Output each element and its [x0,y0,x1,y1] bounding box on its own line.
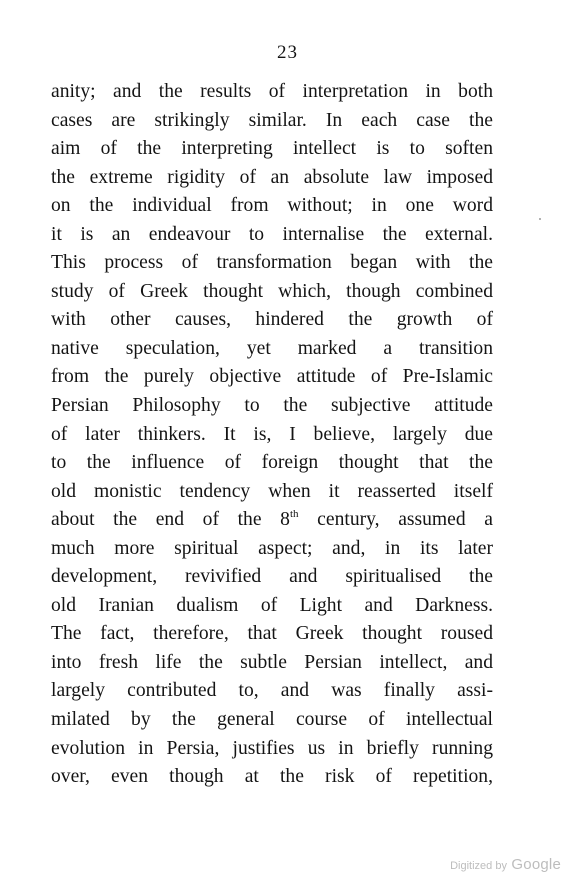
text-line: evolution in Persia, justifies us in briefly running [51,737,493,759]
text-line: The fact, therefore, that Greek thought roused [51,623,493,645]
text-line: old Iranian dualism of Light and Darkness. [51,594,493,616]
digitized-watermark [450,856,561,874]
text-line: study of Greek thought which, though combined [51,280,493,302]
text-line: the extreme rigidity of an absolute law imposed [51,166,493,188]
text-line: of later thinkers. It is, I believe, largely due [51,423,493,445]
page-number: 23 [277,42,298,63]
watermark-brand: Google [511,856,561,873]
text-line: much more spiritual aspect; and, in its later [51,537,493,559]
text-line: development, revivified and spiritualised the [51,566,493,588]
text-line: with other causes, hindered the growth of [51,309,493,331]
text-line: old monistic tendency when it reasserted itself [51,480,493,502]
text-line: Persian Philosophy to the subjective attitude [51,395,493,417]
ordinal-suffix: th [289,508,299,521]
text-line: milated by the general course of intellectual [51,709,493,731]
text-line: on the individual from without; in one word [51,195,493,217]
text-line: cases are strikingly similar. In each case the [51,109,493,131]
text-line: largely contributed to, and was finally assi- [51,680,493,702]
text-line-segment: century, assumed a [298,509,493,531]
text-line: This process of transformation began with the [51,252,493,274]
text-line: aim of the interpreting intellect is to soften [51,138,493,160]
text-line: native speculation, yet marked a transition [51,337,493,359]
text-line: it is an endeavour to internalise the external. [51,223,493,245]
text-line: into fresh life the subtle Persian intellect, and [51,651,493,673]
text-line: to the influence of foreign thought that the [51,452,493,474]
text-line-segment: about the end of the 8 [51,509,290,531]
body-text [51,78,493,792]
text-line: over, even though at the risk of repetition, [51,766,493,788]
watermark-prefix: Digitized by [450,860,507,872]
text-line: from the purely objective attitude of Pre-Islamic [51,366,493,388]
paper-speck [539,218,541,220]
text-line [51,506,493,535]
text-line: anity; and the results of interpretation in both [51,81,493,102]
